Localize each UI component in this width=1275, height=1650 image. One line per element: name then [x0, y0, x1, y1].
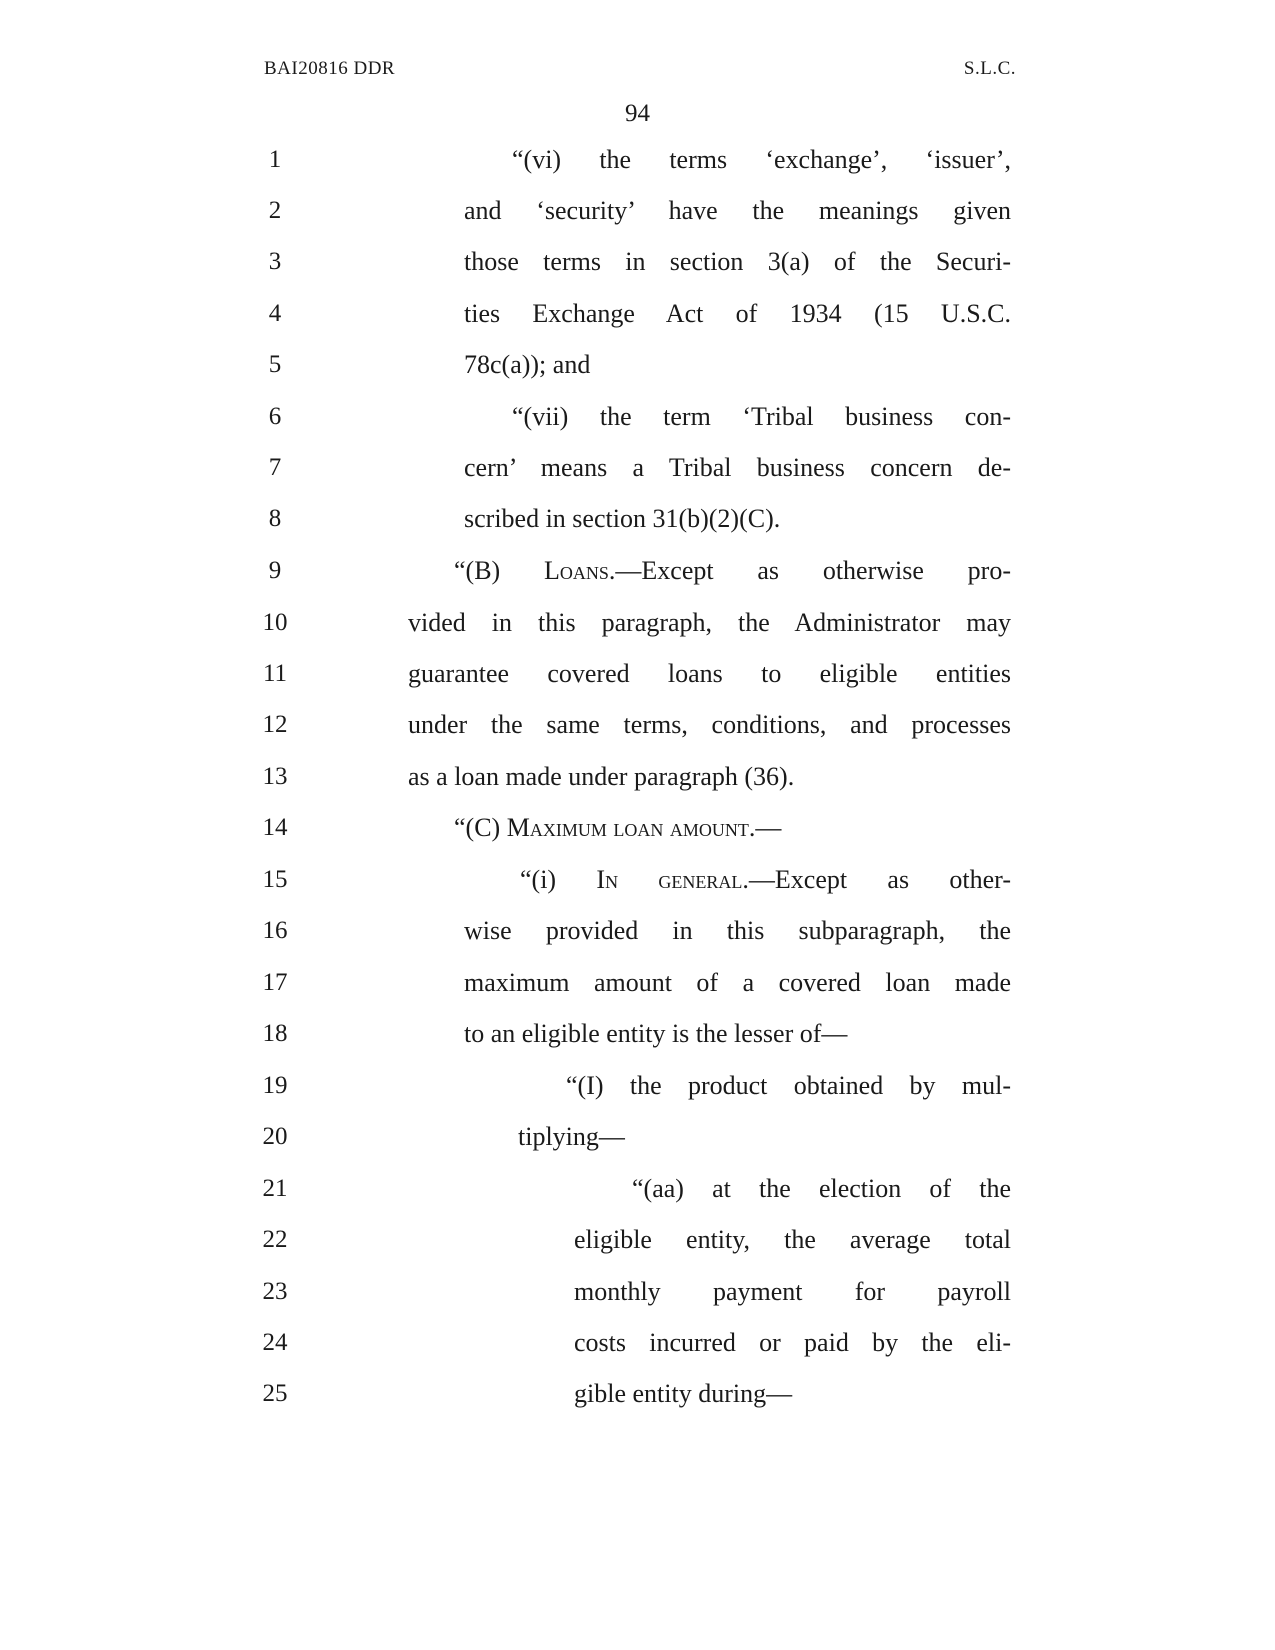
- page-number: 94: [625, 100, 650, 127]
- text-line: [0, 659, 1275, 713]
- text-line: [0, 813, 1275, 867]
- text-run: cern’ means a Tribal business concern de-: [464, 453, 1011, 482]
- text-line: [0, 402, 1275, 456]
- line-text: [464, 247, 1011, 277]
- line-text: [512, 402, 1011, 432]
- line-number: 21: [262, 1175, 288, 1202]
- text-line: [0, 556, 1275, 610]
- text-line: [0, 608, 1275, 662]
- line-number: 18: [262, 1020, 288, 1047]
- line-text: [574, 1225, 1011, 1255]
- text-run: scribed in section 31(b)(2)(C).: [464, 504, 781, 533]
- text-run: monthly payment for payroll: [574, 1277, 1011, 1306]
- heading-smallcaps: In general: [596, 865, 743, 894]
- line-number: 10: [262, 609, 288, 636]
- line-number: 15: [262, 866, 288, 893]
- text-run: gible entity during—: [574, 1379, 793, 1408]
- text-line: [0, 145, 1275, 199]
- text-line: [0, 453, 1275, 507]
- text-run: “(C): [454, 813, 507, 842]
- line-text: [574, 1379, 792, 1409]
- text-run: maximum amount of a covered loan made: [464, 968, 1011, 997]
- line-text: [520, 865, 1011, 895]
- line-text: [464, 1019, 847, 1049]
- text-line: [0, 1122, 1275, 1176]
- line-text: [408, 762, 794, 792]
- line-number: 25: [262, 1380, 288, 1407]
- line-text: [464, 350, 590, 380]
- text-run: wise provided in this subparagraph, the: [464, 916, 1011, 945]
- line-number: 2: [268, 197, 282, 224]
- text-run: “(vii) the term ‘Tribal business con-: [512, 402, 1011, 431]
- text-run: those terms in section 3(a) of the Securi-: [464, 247, 1011, 276]
- line-text: [574, 1277, 1011, 1307]
- line-text: [464, 504, 780, 534]
- line-number: 13: [262, 763, 288, 790]
- text-line: [0, 762, 1275, 816]
- line-number: 17: [262, 969, 288, 996]
- line-text: [464, 916, 1011, 946]
- text-run: “(B): [454, 556, 544, 585]
- text-run: tiplying—: [518, 1122, 625, 1151]
- line-text: [566, 1071, 1011, 1101]
- line-number: 4: [268, 300, 282, 327]
- text-run: .—Except as other-: [742, 865, 1011, 894]
- text-line: [0, 1277, 1275, 1331]
- text-run: costs incurred or paid by the eli-: [574, 1328, 1011, 1357]
- text-run: .—: [748, 813, 782, 842]
- line-text: [408, 710, 1011, 740]
- text-run: “(aa) at the election of the: [632, 1174, 1011, 1203]
- text-line: [0, 968, 1275, 1022]
- text-line: [0, 1019, 1275, 1073]
- line-number: 8: [268, 505, 282, 532]
- text-run: “(i): [520, 865, 597, 894]
- line-number: 24: [262, 1329, 288, 1356]
- line-text: [454, 556, 1011, 586]
- text-run: eligible entity, the average total: [574, 1225, 1011, 1254]
- heading-smallcaps: Maximum loan amount: [506, 813, 749, 842]
- text-run: “(I) the product obtained by mul-: [566, 1071, 1011, 1100]
- text-run: “(vi) the terms ‘exchange’, ‘issuer’,: [512, 145, 1011, 174]
- text-line: [0, 710, 1275, 764]
- line-number: 19: [262, 1072, 288, 1099]
- text-line: [0, 247, 1275, 301]
- text-line: [0, 1379, 1275, 1433]
- text-run: ties Exchange Act of 1934 (15 U.S.C.: [464, 299, 1011, 328]
- line-text: [632, 1174, 1011, 1204]
- line-number: 22: [262, 1226, 288, 1253]
- line-number: 9: [268, 557, 282, 584]
- line-number: 5: [268, 351, 282, 378]
- line-number: 14: [262, 814, 288, 841]
- line-number: 3: [268, 248, 282, 275]
- text-line: [0, 1174, 1275, 1228]
- text-line: [0, 865, 1275, 919]
- line-text: [408, 659, 1011, 689]
- text-run: .—Except as otherwise pro-: [608, 556, 1011, 585]
- line-text: [408, 608, 1011, 638]
- document-id: BAI20816 DDR: [264, 58, 396, 79]
- document-class: S.L.C.: [963, 58, 1016, 79]
- line-text: [464, 453, 1011, 483]
- text-line: [0, 1071, 1275, 1125]
- line-text: [464, 299, 1011, 329]
- text-line: [0, 916, 1275, 970]
- text-line: [0, 350, 1275, 404]
- line-text: [512, 145, 1011, 175]
- line-text: [574, 1328, 1011, 1358]
- text-line: [0, 504, 1275, 558]
- line-number: 16: [262, 917, 288, 944]
- line-number: 12: [262, 711, 288, 738]
- text-line: [0, 1225, 1275, 1279]
- text-line: [0, 196, 1275, 250]
- line-text: [454, 813, 781, 843]
- text-line: [0, 1328, 1275, 1382]
- line-text: [518, 1122, 625, 1152]
- text-run: as a loan made under paragraph (36).: [408, 762, 795, 791]
- text-run: to an eligible entity is the lesser of—: [464, 1019, 848, 1048]
- text-run: under the same terms, conditions, and processes: [408, 710, 1011, 739]
- text-run: guarantee covered loans to eligible entities: [408, 659, 1011, 688]
- line-text: [464, 968, 1011, 998]
- heading-smallcaps: Loans: [544, 556, 609, 585]
- line-number: 7: [268, 454, 282, 481]
- line-text: [464, 196, 1011, 226]
- text-run: and ‘security’ have the meanings given: [464, 196, 1011, 225]
- line-number: 6: [268, 403, 282, 430]
- line-number: 23: [262, 1278, 288, 1305]
- text-run: vided in this paragraph, the Administrator may: [408, 608, 1011, 637]
- line-number: 1: [268, 146, 282, 173]
- text-line: [0, 299, 1275, 353]
- line-number: 11: [262, 660, 288, 687]
- line-number: 20: [262, 1123, 288, 1150]
- text-run: 78c(a)); and: [464, 350, 591, 379]
